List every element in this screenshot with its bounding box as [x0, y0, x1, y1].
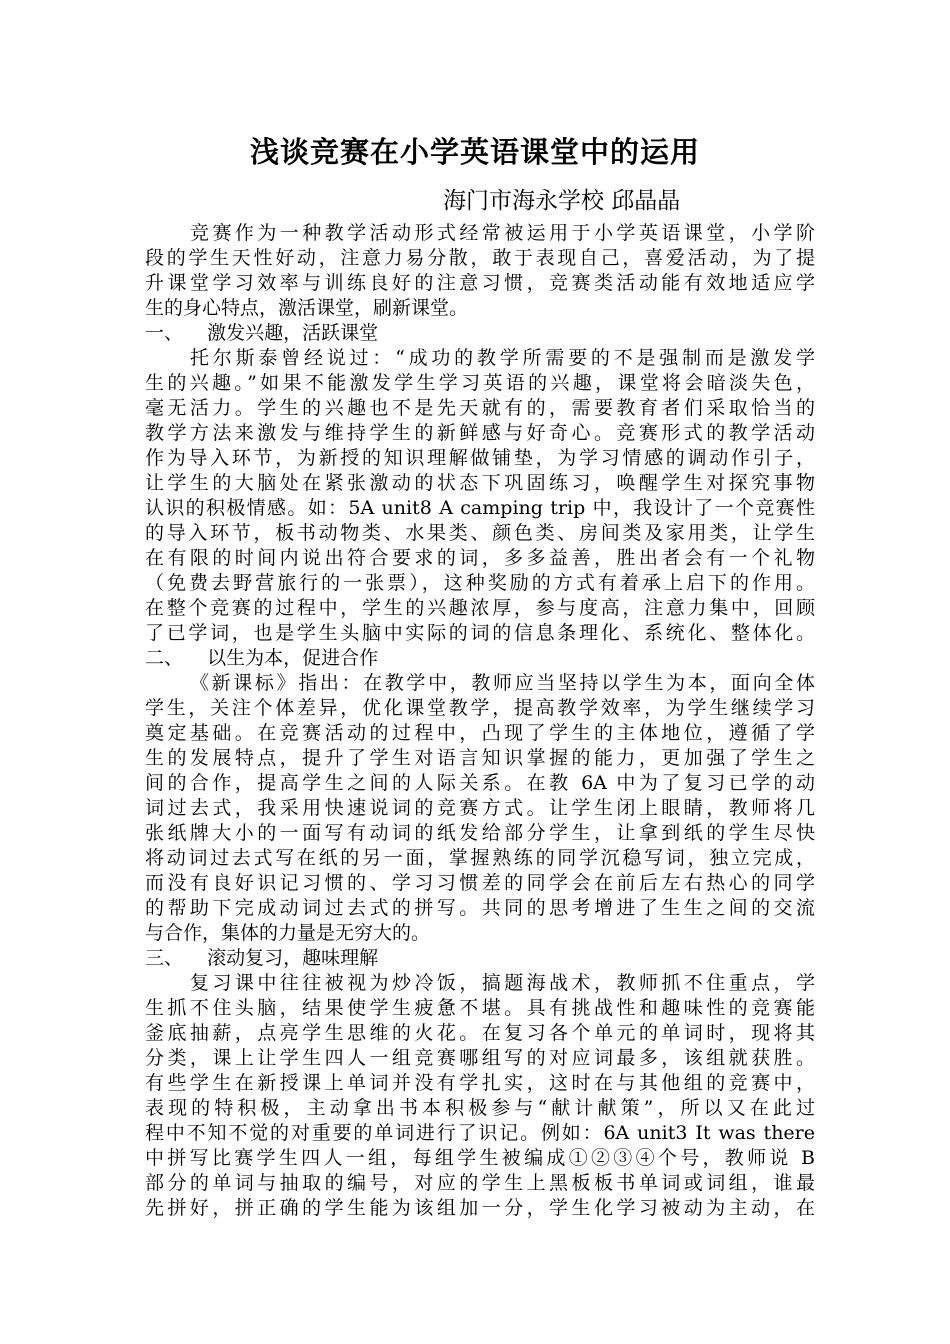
paragraph-line: 釜底抽薪，点亮学生思维的火花。在复习各个单元的单词时，现将其 — [145, 1022, 815, 1044]
paragraph-line: 而没有良好识记习惯的、学习习惯差的同学会在前后左右热心的同学 — [145, 872, 815, 894]
paragraph-line: 有些学生在新授课上单词并没有学扎实，这时在与其他组的竞赛中， — [145, 1072, 815, 1094]
paragraph-line: 先拼好，拼正确的学生能为该组加一分，学生化学习被动为主动，在 — [145, 1197, 815, 1219]
paragraph-line: 间的合作，提高学生之间的人际关系。在教 6A 中为了复习已学的动 — [145, 772, 815, 794]
paragraph-line: 升课堂学习效率与训练良好的注意习惯，竞赛类活动能有效地适应学 — [145, 272, 815, 294]
paragraph-line: 中拼写比赛学生四人一组，每组学生被编成①②③④个号，教师说 B — [145, 1147, 815, 1169]
paragraph-line: 学生，关注个体差异，优化课堂教学，提高教学效率，为学生继续学习 — [145, 697, 815, 719]
paragraph-line: 程中不知不觉的对重要的单词进行了识记。例如：6A unit3 It was there — [145, 1122, 815, 1144]
paragraph-line: 了已学词，也是学生头脑中实际的词的信息条理化、系统化、整体化。 — [145, 622, 815, 644]
paragraph-line: 生的发展特点，提升了学生对语言知识掌握的能力，更加强了学生之 — [145, 747, 815, 769]
paragraph-line: 复习课中往往被视为炒冷饭，搞题海战术，教师抓不住重点，学 — [190, 972, 815, 994]
paragraph-line: 的导入环节，板书动物类、水果类、颜色类、房间类及家用类，让学生 — [145, 522, 815, 544]
paragraph-line: 在有限的时间内说出符合要求的词，多多益善，胜出者会有一个礼物 — [145, 547, 815, 569]
document-title: 浅谈竞赛在小学英语课堂中的运用 — [249, 135, 700, 169]
author-line: 海门市海永学校 邱晶晶 — [443, 188, 681, 214]
paragraph-line: 生的兴趣。”如果不能激发学生学习英语的兴趣，课堂将会暗淡失色， — [145, 372, 815, 394]
paragraph-line: 在整个竞赛的过程中，学生的兴趣浓厚，参与度高，注意力集中，回顾 — [145, 597, 815, 619]
paragraph-line: 生抓不住头脑，结果使学生疲惫不堪。具有挑战性和趣味性的竞赛能 — [145, 997, 815, 1019]
paragraph-line: 让学生的大脑处在紧张激动的状态下巩固练习，唤醒学生对探究事物 — [145, 472, 815, 494]
paragraph-line: 作为导入环节，为新授的知识理解做铺垫，为学习情感的调动作引子， — [145, 447, 815, 469]
section-heading: 一、 激发兴趣，活跃课堂 — [145, 322, 379, 344]
paragraph-line: 托尔斯泰曾经说过：“成功的教学所需要的不是强制而是激发学 — [190, 347, 815, 369]
section-heading: 二、 以生为本，促进合作 — [145, 647, 379, 669]
paragraph-line: 段的学生天性好动，注意力易分散，敢于表现自己，喜爱活动，为了提 — [145, 247, 815, 269]
body-text — [145, 221, 815, 1221]
paragraph-line: 分类，课上让学生四人一组竞赛哪组写的对应词最多，该组就获胜。 — [145, 1047, 815, 1069]
paragraph-line: 的帮助下完成动词过去式的拼写。共同的思考增进了生生之间的交流 — [145, 897, 815, 919]
paragraph-line: 生的身心特点，激活课堂，刷新课堂。 — [145, 297, 469, 319]
paragraph-line: 表现的特积极，主动拿出书本积极参与“献计献策”，所以又在此过 — [145, 1097, 815, 1119]
paragraph-line: 竞赛作为一种教学活动形式经常被运用于小学英语课堂，小学阶 — [190, 222, 815, 244]
paragraph-line: 词过去式，我采用快速说词的竞赛方式。让学生闭上眼睛，教师将几 — [145, 797, 815, 819]
paragraph-line: 教学方法来激发与维持学生的新鲜感与好奇心。竞赛形式的教学活动 — [145, 422, 815, 444]
paragraph-line: 张纸牌大小的一面写有动词的纸发给部分学生，让拿到纸的学生尽快 — [145, 822, 815, 844]
paragraph-line: 将动词过去式写在纸的另一面，掌握熟练的同学沉稳写词，独立完成， — [145, 847, 815, 869]
paragraph-line: （免费去野营旅行的一张票），这种奖励的方式有着承上启下的作用。 — [145, 572, 815, 594]
paragraph-line: 认识的积极情感。如：5A unit8 A camping trip 中，我设计了一个竞赛性 — [145, 497, 815, 519]
section-heading: 三、 滚动复习，趣味理解 — [145, 947, 379, 969]
paragraph-line: 部分的单词与抽取的编号，对应的学生上黑板板书单词或词组，谁最 — [145, 1172, 815, 1194]
paragraph-line: 奠定基础。在竞赛活动的过程中，凸现了学生的主体地位，遵循了学 — [145, 722, 815, 744]
paragraph-line: 《新课标》指出：在教学中，教师应当坚持以学生为本，面向全体 — [190, 672, 815, 694]
paragraph-line: 与合作，集体的力量是无穷大的。 — [145, 922, 431, 944]
paragraph-line: 毫无活力。学生的兴趣也不是先天就有的，需要教育者们采取恰当的 — [145, 397, 815, 419]
